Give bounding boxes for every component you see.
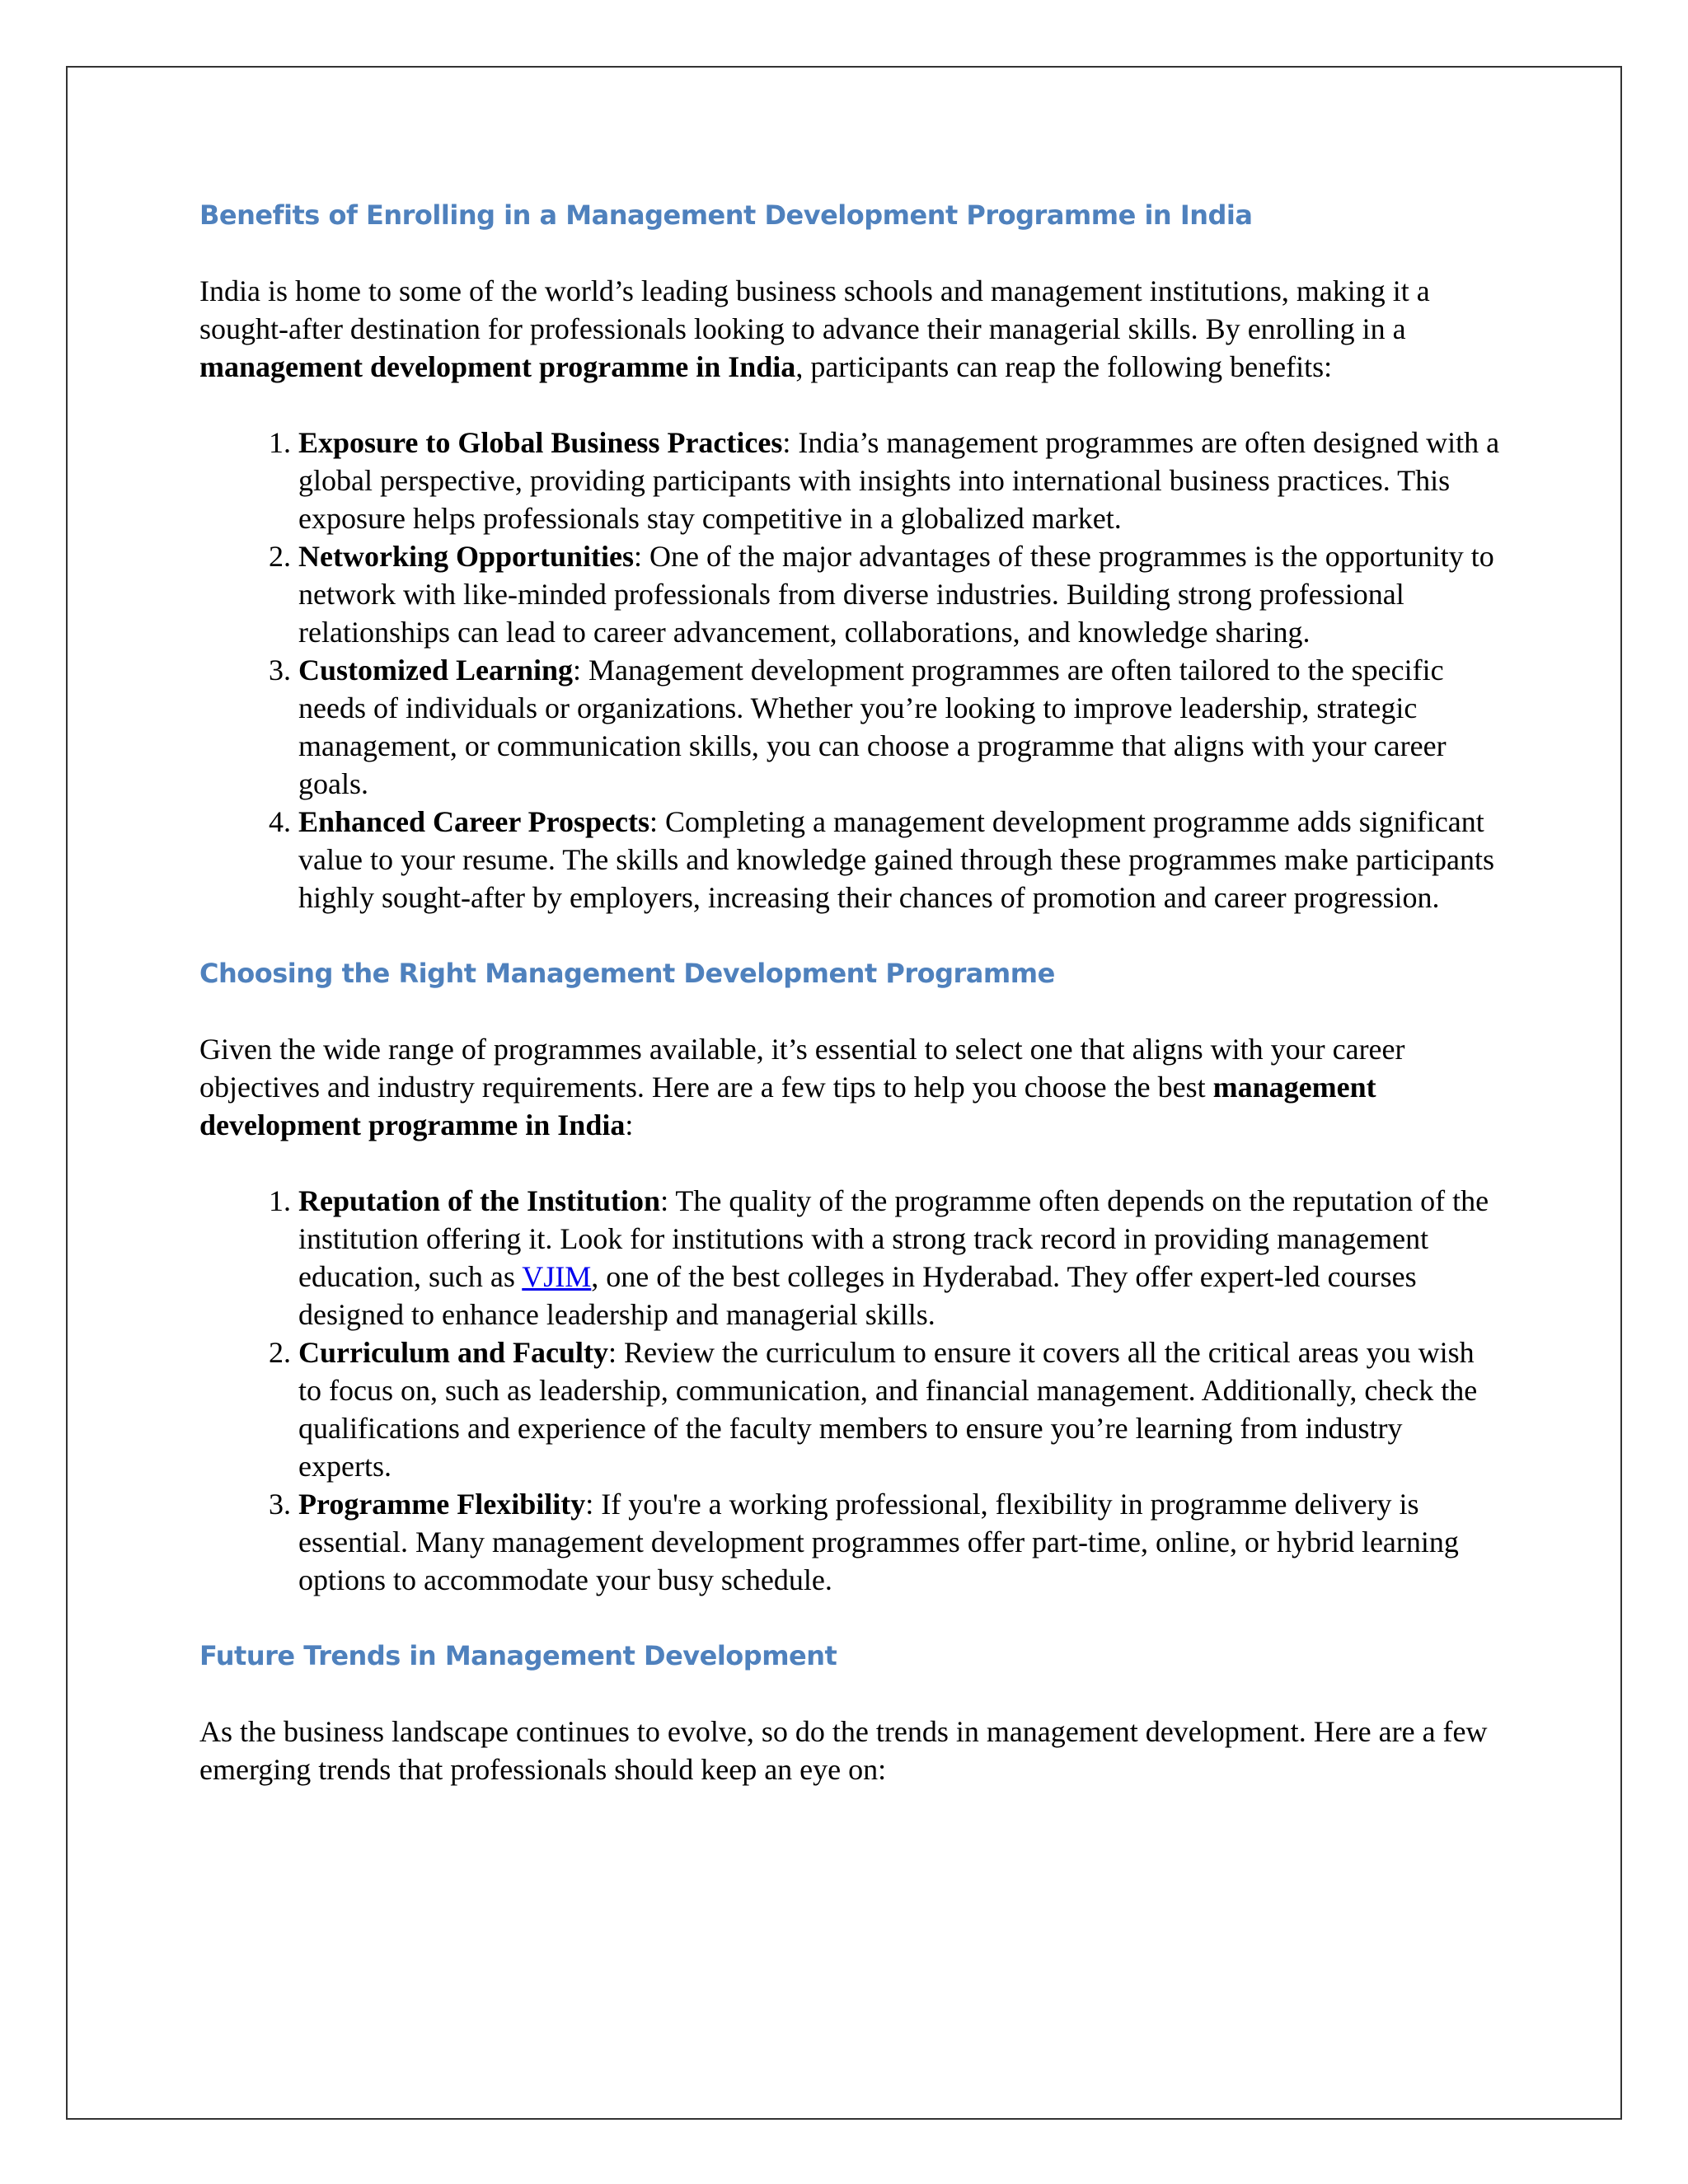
document-body xyxy=(199,196,1502,1788)
list-item-term: Enhanced Career Prospects xyxy=(298,805,649,838)
bold-keyword: management development programme in India xyxy=(199,1071,1376,1141)
benefits-list xyxy=(199,424,1502,916)
section-heading-choosing: Choosing the Right Management Development Programme xyxy=(199,958,1055,989)
choosing-tips-list xyxy=(199,1182,1502,1599)
list-item-term: Customized Learning xyxy=(298,654,573,687)
list-item-term: Exposure to Global Business Practices xyxy=(298,426,783,459)
list-item-term: Networking Opportunities xyxy=(298,540,635,573)
future-trends-intro-paragraph: As the business landscape continues to evolve, so do the trends in management development. Here are a few emerging trends that professionals should keep an eye on: xyxy=(199,1715,1488,1786)
list-item-term: Programme Flexibility xyxy=(298,1488,586,1521)
bold-keyword: management development programme in India xyxy=(199,350,796,383)
list-item: 4. Enhanced Career Prospects: Completing a management development programme adds significant value to your resume. The skills and knowledge gained through these programmes make participants highly sought-after by employers, increasing their chances of promotion and career progression. xyxy=(298,803,1502,916)
list-item: 3. Customized Learning: Management development programmes are often tailored to the specific needs of individuals or organizations. Whether you’re looking to improve leadership, strategic management, or communication skills, you can choose a programme that aligns with your career goals. xyxy=(298,651,1502,803)
list-item: 3. Programme Flexibility: If you're a working professional, flexibility in programme delivery is essential. Many management development programmes offer part-time, online, or hybrid learning options to accommodate your busy schedule. xyxy=(298,1485,1502,1599)
list-item: 2. Networking Opportunities: One of the major advantages of these programmes is the opportunity to network with like-minded professionals from diverse industries. Building strong professional relationships can lead to career advancement, collaborations, and knowledge sharing. xyxy=(298,537,1502,651)
list-item: 1. Reputation of the Institution: The quality of the programme often depends on the reputation of the institution offering it. Look for institutions with a strong track record in providing management education, such as VJIM, one of the best colleges in Hyderabad. They offer expert-led courses designed to enhance leadership and managerial skills. xyxy=(298,1182,1502,1333)
list-item-term: Reputation of the Institution xyxy=(298,1184,661,1217)
section-heading-benefits: Benefits of Enrolling in a Management Development Programme in India xyxy=(199,199,1253,231)
vjim-link[interactable]: VJIM xyxy=(522,1260,592,1293)
list-item-term: Curriculum and Faculty xyxy=(298,1336,609,1369)
choosing-intro-paragraph: Given the wide range of programmes available, it’s essential to select one that aligns with your career objectives and industry requirements. Here are a few tips to help you choose the best management development programme in India: xyxy=(199,1033,1405,1141)
list-item: 1. Exposure to Global Business Practices: India’s management programmes are often designed with a global perspective, providing participants with insights into international business practices. This exposure helps professionals stay competitive in a globalized market. xyxy=(298,424,1502,537)
list-item: 2. Curriculum and Faculty: Review the curriculum to ensure it covers all the critical areas you wish to focus on, such as leadership, communication, and financial management. Additionally, check the qualifications and experience of the faculty members to ensure you’re learning from industry experts. xyxy=(298,1333,1502,1485)
benefits-intro-paragraph: India is home to some of the world’s leading business schools and management institutions, making it a sought-after destination for professionals looking to advance their managerial skills. By enrolling in a management development programme in India, participants can reap the following benefits: xyxy=(199,274,1430,383)
section-heading-future-trends: Future Trends in Management Development xyxy=(199,1640,837,1671)
